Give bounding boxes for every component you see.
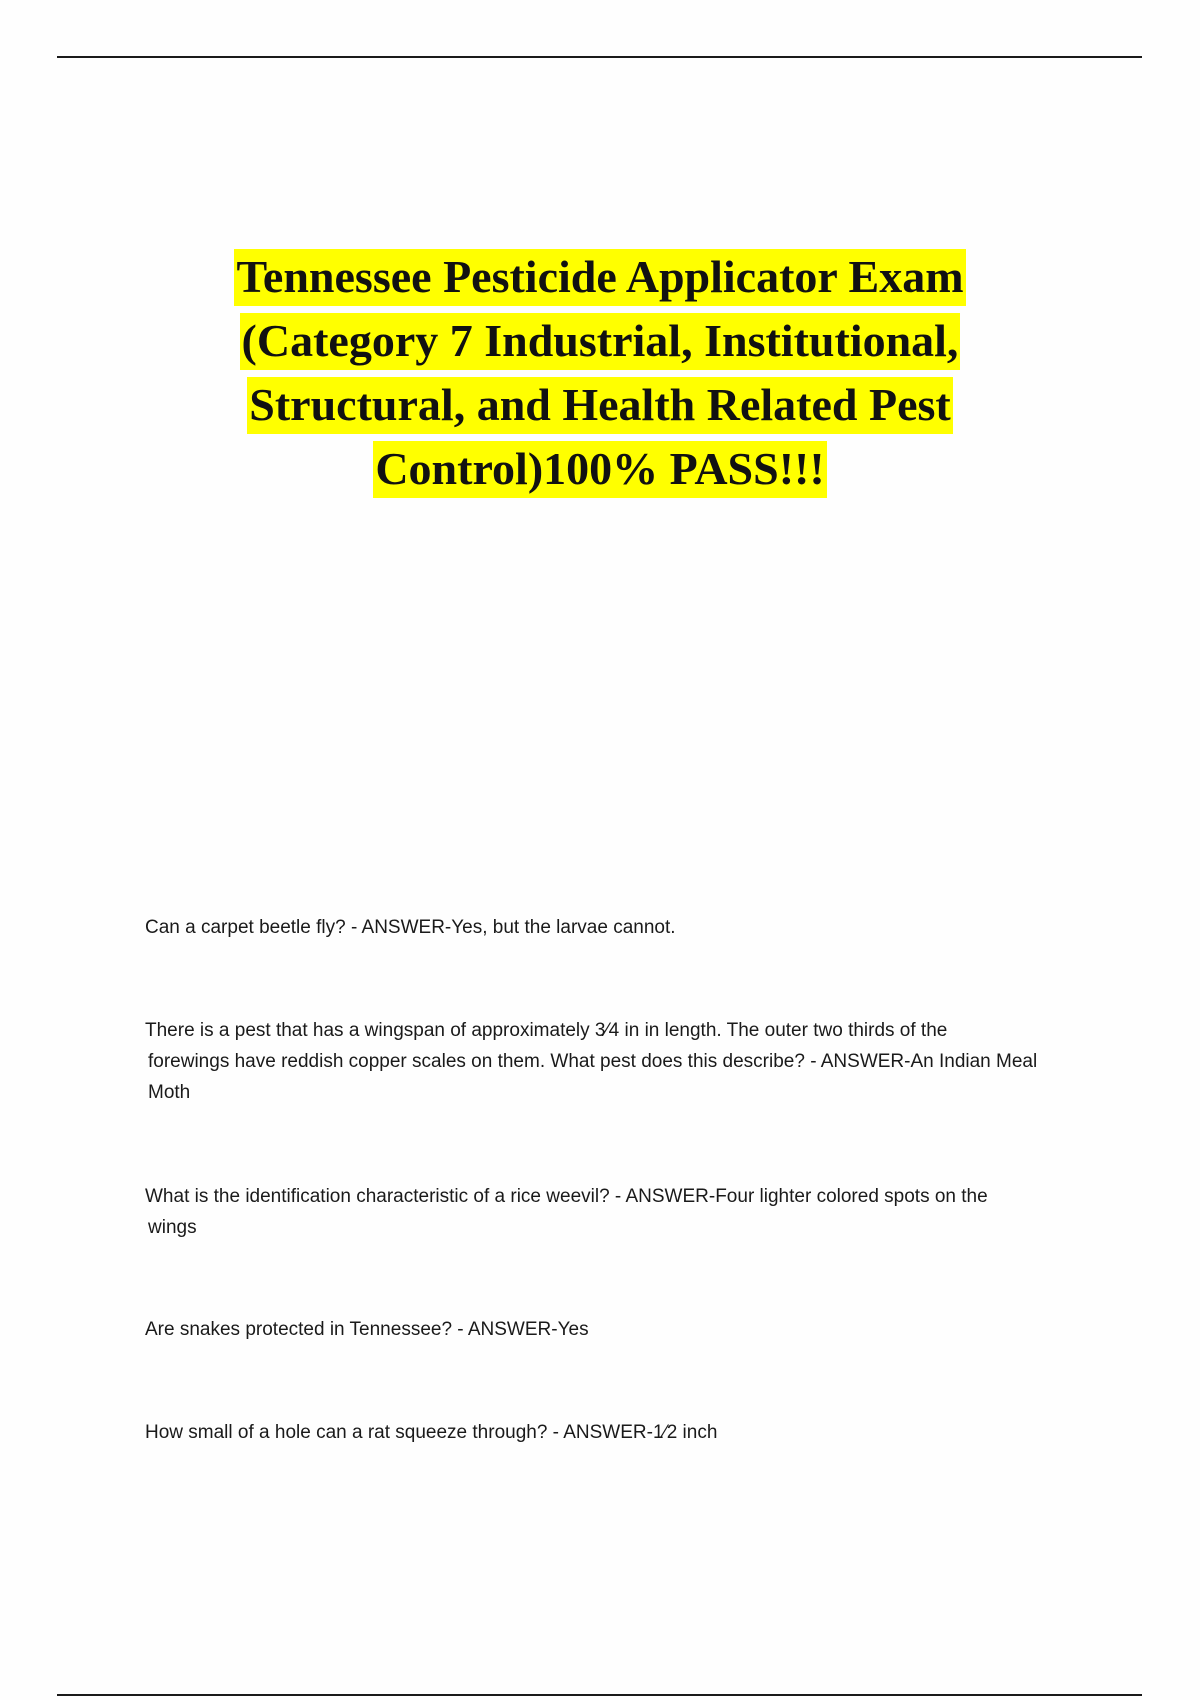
qa-item [145, 912, 1095, 943]
header-rule [57, 56, 1142, 58]
title-line [160, 245, 1040, 309]
title-line [160, 309, 1040, 373]
qa-line: Moth [148, 1082, 191, 1103]
qa-item [145, 1015, 1095, 1108]
qa-line: What is the identification characteristic of a rice weevil? - ANSWER-Four lighter colored spots on the [145, 1186, 988, 1207]
document-title [160, 245, 1040, 501]
title-line-text: Tennessee Pesticide Applicator Exam [234, 249, 965, 306]
title-line [160, 373, 1040, 437]
qa-item [145, 1417, 1095, 1448]
qa-line: forewings have reddish copper scales on them. What pest does this describe? - ANSWER-An Indian Meal [148, 1051, 1038, 1072]
qa-line: Are snakes protected in Tennessee? - ANSWER-Yes [145, 1319, 589, 1340]
qa-line: How small of a hole can a rat squeeze through? - ANSWER-1⁄2 inch [145, 1422, 718, 1443]
qa-line: Can a carpet beetle fly? - ANSWER-Yes, but the larvae cannot. [145, 917, 676, 938]
title-line [160, 437, 1040, 501]
qa-line: wings [148, 1217, 197, 1238]
qa-item [145, 1181, 1095, 1243]
title-line-text: Structural, and Health Related Pest [247, 377, 952, 434]
qa-line: There is a pest that has a wingspan of approximately 3⁄4 in in length. The outer two thirds of the [145, 1020, 948, 1041]
qa-item [145, 1314, 1095, 1345]
title-line-text: Control)100% PASS!!! [373, 441, 826, 498]
footer-rule [57, 1694, 1142, 1696]
title-line-text: (Category 7 Industrial, Institutional, [240, 313, 961, 370]
